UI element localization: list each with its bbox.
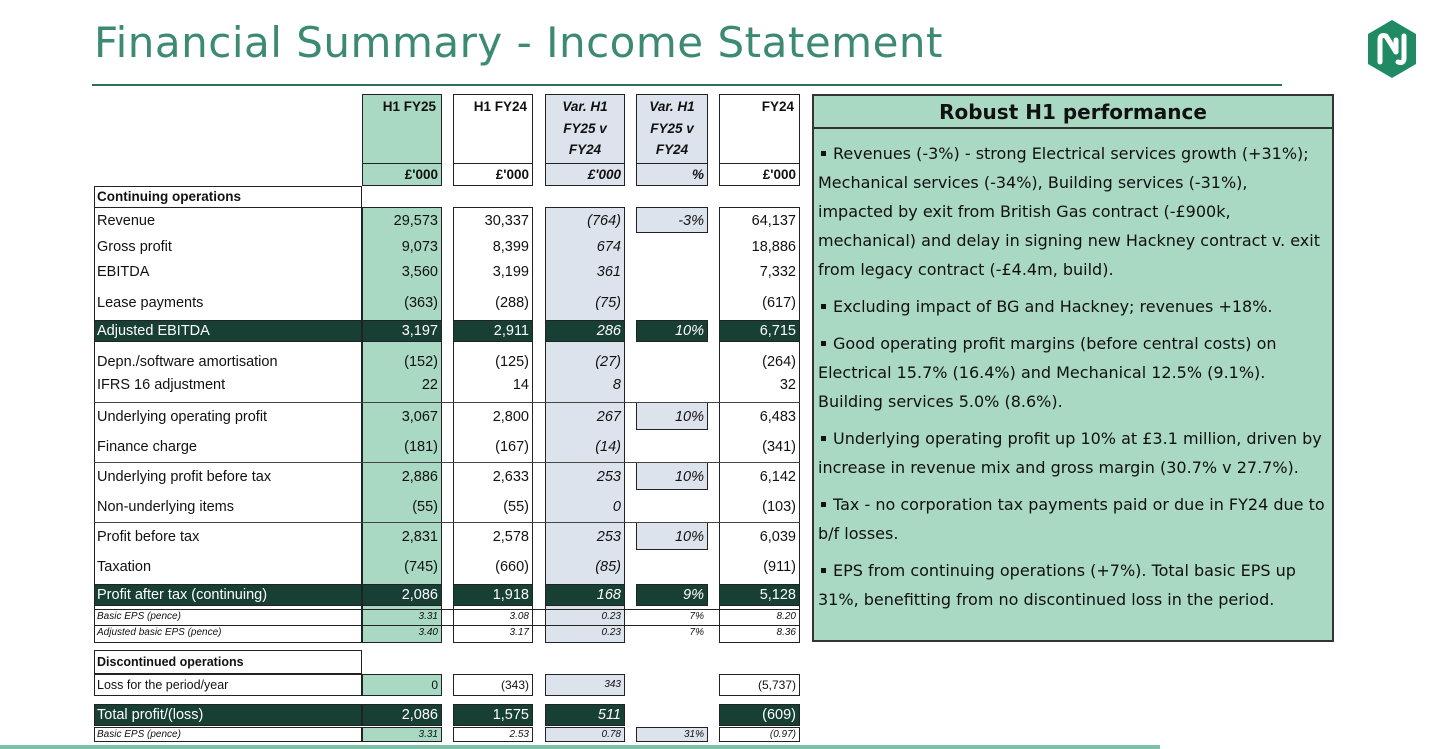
cell-h1fy25: 3.31 bbox=[418, 610, 438, 622]
cell-h1fy24: 3,199 bbox=[492, 263, 529, 280]
cell-var: 361 bbox=[596, 263, 621, 280]
row-label: Loss for the period/year bbox=[97, 677, 229, 692]
cell-h1fy25: 3,067 bbox=[401, 408, 438, 425]
cell-h1fy24: 1,918 bbox=[492, 586, 529, 603]
column-header-h1fy24: H1 FY24 bbox=[473, 99, 527, 114]
cell-var: 253 bbox=[596, 528, 621, 545]
section-title-discontinued: Discontinued operations bbox=[97, 654, 244, 669]
cell-h1fy24: 1,575 bbox=[492, 706, 529, 723]
cell-fy24: (103) bbox=[762, 498, 796, 515]
cell-fy24: 8.36 bbox=[776, 626, 796, 638]
cell-h1fy24: 3.17 bbox=[509, 626, 529, 638]
row-label: IFRS 16 adjustment bbox=[97, 376, 226, 393]
cell-var: 267 bbox=[596, 408, 621, 425]
cell-var: 253 bbox=[596, 468, 621, 485]
page-title: Financial Summary - Income Statement bbox=[94, 18, 943, 67]
cell-fy24: 7,332 bbox=[759, 263, 796, 280]
row-label: Adjusted basic EPS (pence) bbox=[97, 626, 222, 638]
cell-h1fy24: (660) bbox=[495, 558, 529, 575]
row-label: Basic EPS (pence) bbox=[97, 728, 181, 740]
cell-var: 286 bbox=[596, 322, 621, 339]
row-label: Underlying profit before tax bbox=[97, 468, 272, 485]
cell-h1fy25: 2,831 bbox=[401, 528, 438, 545]
column-unit-h1fy24: £'000 bbox=[495, 166, 529, 182]
row-divider bbox=[94, 402, 800, 403]
cell-h1fy25: (363) bbox=[404, 294, 438, 311]
bullet-text: Revenues (-3%) - strong Electrical services growth (+31%); Mechanical services (-34%), Building services (-31%), impacted by exit from British Gas contract (-£900k, mechanical) and delay in signing new Hackney contract v. exit from legacy contract (-£4.4m, build). bbox=[818, 144, 1320, 279]
cell-var: (27) bbox=[595, 353, 621, 370]
row-label: Non-underlying items bbox=[97, 498, 235, 515]
column-unit-var: £'000 bbox=[587, 166, 621, 182]
highlight-bullet bbox=[818, 556, 1326, 614]
company-logo-icon bbox=[1366, 18, 1418, 80]
highlight-bullet bbox=[818, 292, 1326, 321]
cell-varpct: 10% bbox=[674, 468, 704, 485]
bullet-square-icon bbox=[821, 568, 826, 573]
bullet-text: Good operating profit margins (before central costs) on Electrical 15.7% (16.4%) and Mechanical 12.5% (9.1%). Building services 5.0% (8.6%). bbox=[818, 334, 1277, 411]
highlights-panel bbox=[812, 94, 1334, 642]
row-label: EBITDA bbox=[97, 263, 150, 280]
row-label: Revenue bbox=[97, 212, 156, 229]
cell-fy24: 18,886 bbox=[751, 238, 796, 255]
bullet-square-icon bbox=[821, 502, 826, 507]
cell-fy24: (911) bbox=[763, 558, 796, 575]
cell-h1fy24: 8,399 bbox=[492, 238, 529, 255]
cell-h1fy25: 22 bbox=[421, 376, 438, 393]
cell-var: (764) bbox=[587, 212, 621, 229]
cell-fy24: 6,715 bbox=[759, 322, 796, 339]
bullet-text: Tax - no corporation tax payments paid or due in FY24 due to b/f losses. bbox=[818, 495, 1325, 543]
section-title-continuing: Continuing operations bbox=[97, 189, 241, 205]
row-label: Total profit/(loss) bbox=[97, 706, 204, 723]
cell-fy24: 32 bbox=[779, 376, 796, 393]
row-label: Basic EPS (pence) bbox=[97, 610, 181, 622]
highlight-bullet bbox=[818, 490, 1326, 548]
cell-fy24: (341) bbox=[762, 438, 796, 455]
highlight-bullet bbox=[818, 139, 1326, 284]
cell-fy24: (5,737) bbox=[757, 678, 796, 692]
row-label: Lease payments bbox=[97, 294, 204, 311]
cell-var: 511 bbox=[597, 706, 621, 723]
cell-h1fy24: 2,633 bbox=[492, 468, 529, 485]
column-unit-varpct: % bbox=[691, 166, 704, 182]
bullet-text: EPS from continuing operations (+7%). Total basic EPS up 31%, benefitting from no discontinued loss in the period. bbox=[818, 561, 1296, 609]
cell-h1fy24: 2.53 bbox=[509, 728, 529, 740]
cell-var: (85) bbox=[595, 558, 621, 575]
column-header-h1fy25: H1 FY25 bbox=[382, 99, 436, 114]
cell-h1fy25: 2,886 bbox=[401, 468, 438, 485]
cell-fy24: 8.20 bbox=[776, 610, 796, 622]
row-label: Profit before tax bbox=[97, 528, 200, 545]
cell-h1fy25: (55) bbox=[412, 498, 438, 515]
cell-var: (75) bbox=[595, 294, 621, 311]
row-divider bbox=[94, 462, 800, 463]
cell-var: 0.23 bbox=[601, 626, 621, 638]
bullet-square-icon bbox=[821, 151, 826, 156]
cell-fy24: 6,142 bbox=[759, 468, 796, 485]
row-label: Taxation bbox=[97, 558, 152, 575]
row-label: Adjusted EBITDA bbox=[97, 322, 210, 339]
cell-varpct: 10% bbox=[674, 322, 704, 339]
cell-varpct: 7% bbox=[689, 626, 704, 638]
cell-h1fy25: 3,560 bbox=[401, 263, 438, 280]
row-label: Profit after tax (continuing) bbox=[97, 586, 268, 603]
cell-var: 8 bbox=[612, 376, 621, 393]
cell-h1fy25: (152) bbox=[404, 353, 438, 370]
cell-varpct: 10% bbox=[674, 528, 704, 545]
row-label: Underlying operating profit bbox=[97, 408, 268, 425]
cell-var: 168 bbox=[596, 586, 621, 603]
panel-title: Robust H1 performance bbox=[814, 96, 1332, 129]
cell-h1fy25: 9,073 bbox=[401, 238, 438, 255]
row-divider bbox=[94, 522, 800, 523]
column-header-var: Var. H1 FY25 v FY24 bbox=[562, 99, 608, 158]
section-divider bbox=[94, 207, 362, 208]
cell-var: 0.78 bbox=[601, 728, 621, 740]
highlights-list bbox=[814, 129, 1332, 614]
bullet-square-icon bbox=[821, 341, 826, 346]
cell-fy24: 6,483 bbox=[759, 408, 796, 425]
cell-varpct: 9% bbox=[683, 586, 704, 603]
cell-h1fy24: 2,800 bbox=[492, 408, 529, 425]
cell-h1fy25: 3.31 bbox=[418, 728, 438, 740]
cell-varpct: 7% bbox=[689, 610, 704, 622]
cell-fy24: 5,128 bbox=[759, 586, 796, 603]
highlight-bullet bbox=[818, 424, 1326, 482]
bullet-square-icon bbox=[821, 436, 826, 441]
footer-divider bbox=[0, 745, 1160, 749]
cell-h1fy24: 3.08 bbox=[509, 610, 529, 622]
cell-fy24: 6,039 bbox=[759, 528, 796, 545]
cell-h1fy25: 29,573 bbox=[393, 212, 438, 229]
cell-h1fy24: 14 bbox=[512, 376, 529, 393]
cell-h1fy25: 3,197 bbox=[401, 322, 438, 339]
cell-fy24: (0.97) bbox=[769, 728, 796, 740]
cell-h1fy25: (181) bbox=[404, 438, 438, 455]
cell-varpct: 10% bbox=[674, 408, 704, 425]
row-label: Depn./software amortisation bbox=[97, 353, 278, 370]
title-divider bbox=[92, 84, 1282, 86]
cell-h1fy24: (343) bbox=[500, 678, 529, 692]
cell-var: 674 bbox=[596, 238, 621, 255]
column-unit-h1fy25: £'000 bbox=[404, 166, 438, 182]
bullet-text: Excluding impact of BG and Hackney; revenues +18%. bbox=[833, 297, 1273, 316]
cell-fy24: (617) bbox=[762, 294, 796, 311]
cell-fy24: (609) bbox=[762, 706, 796, 723]
cell-var: (14) bbox=[595, 438, 621, 455]
cell-h1fy24: (288) bbox=[495, 294, 529, 311]
cell-h1fy24: (125) bbox=[495, 353, 529, 370]
cell-fy24: 64,137 bbox=[751, 212, 796, 229]
cell-h1fy24: 2,578 bbox=[492, 528, 529, 545]
cell-var: 0.23 bbox=[601, 610, 621, 622]
cell-varpct: 31% bbox=[683, 728, 704, 740]
highlight-bullet bbox=[818, 329, 1326, 416]
column-unit-fy24: £'000 bbox=[762, 166, 796, 182]
row-label: Finance charge bbox=[97, 438, 197, 455]
bullet-square-icon bbox=[821, 304, 826, 309]
cell-fy24: (264) bbox=[762, 353, 796, 370]
bullet-text: Underlying operating profit up 10% at £3.1 million, driven by increase in revenue mix and gross margin (30.7% v 27.7%). bbox=[818, 429, 1322, 477]
column-header-fy24: FY24 bbox=[761, 99, 794, 114]
cell-h1fy24: (55) bbox=[503, 498, 529, 515]
cell-h1fy24: 30,337 bbox=[484, 212, 529, 229]
cell-h1fy25: 0 bbox=[431, 678, 438, 692]
cell-var: 0 bbox=[612, 498, 621, 515]
cell-h1fy25: 3.40 bbox=[418, 626, 438, 638]
cell-h1fy24: 2,911 bbox=[493, 322, 529, 339]
cell-h1fy25: 2,086 bbox=[401, 586, 438, 603]
cell-h1fy25: 2,086 bbox=[401, 706, 438, 723]
cell-h1fy24: (167) bbox=[495, 438, 529, 455]
cell-h1fy25: (745) bbox=[404, 558, 438, 575]
column-header-varpct: Var. H1 FY25 v FY24 bbox=[649, 99, 695, 158]
cell-varpct: -3% bbox=[678, 212, 704, 229]
row-label: Gross profit bbox=[97, 238, 172, 255]
cell-var: 343 bbox=[604, 679, 621, 690]
